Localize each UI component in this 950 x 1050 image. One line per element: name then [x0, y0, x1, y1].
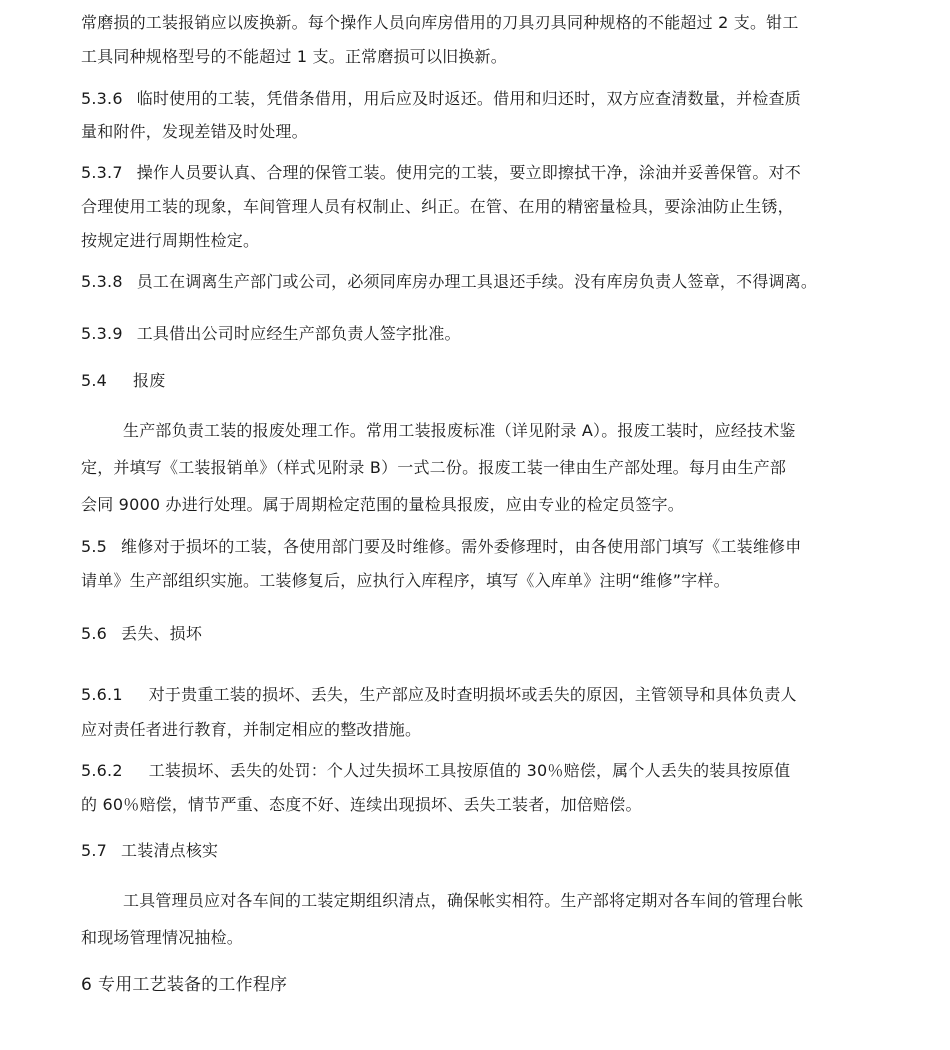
- section-title: 报废: [133, 371, 166, 390]
- clause-5-3-8: [81, 272, 861, 292]
- text-line: 会同 9000 办进行处理。属于周期检定范围的量检具报废，应由专业的检定员签字。: [81, 495, 684, 514]
- clause-5-6-2: [81, 761, 861, 781]
- text-line: 定，并填写《工装报销单》（样式见附录 B）一式二份。报废工装一律由生产部处理。每月由生产部: [81, 458, 787, 477]
- text-line: 维修对于损坏的工装，各使用部门要及时维修。需外委修理时，由各使用部门填写《工装维修申: [121, 537, 802, 556]
- clause-number: 5.3.9: [81, 324, 123, 343]
- section-heading-5-4: [81, 371, 861, 391]
- section-number: 5.4: [81, 371, 108, 390]
- clause-number: 5.3.7: [81, 163, 123, 182]
- text-line: 对于贵重工装的损坏、丢失，生产部应及时查明损坏或丢失的原因，主管领导和具体负责人: [148, 685, 797, 704]
- text-line: 生产部负责工装的报废处理工作。常用工装报废标准（详见附录 A）。报废工装时，应经技术鉴: [123, 421, 796, 440]
- section-heading-6: [81, 975, 861, 995]
- text-line: 工具管理员应对各车间的工装定期组织清点，确保帐实相符。生产部将定期对各车间的管理台帐: [123, 891, 804, 910]
- text-line: 工具借出公司时应经生产部负责人签字批准。: [136, 324, 461, 343]
- clause-number: 5.5: [81, 537, 108, 556]
- section-heading-5-7: [81, 841, 861, 861]
- section-number: 5.6: [81, 624, 108, 643]
- text-line: 的 60％赔偿，情节严重、态度不好、连续出现损坏、丢失工装者，加倍赔偿。: [81, 795, 642, 814]
- text-line: 操作人员要认真、合理的保管工装。使用完的工装，要立即擦拭干净，涂油并妥善保管。对不: [136, 163, 801, 182]
- clause-5-3-9: [81, 324, 861, 344]
- section-title: 工装清点核实: [121, 841, 219, 860]
- clause-5-3-7: [81, 163, 861, 183]
- text-line: 合理使用工装的现象，车间管理人员有权制止、纠正。在管、在用的精密量检具，要涂油防止生锈，: [81, 197, 794, 216]
- clause-number: 5.3.8: [81, 272, 123, 291]
- clause-5-3-6: [81, 89, 861, 109]
- text-line: 量和附件，发现差错及时处理。: [81, 122, 308, 141]
- clause-5-6-1: [81, 685, 861, 705]
- clause-5-5: [81, 537, 861, 557]
- text-line: 员工在调离生产部门或公司，必须同库房办理工具退还手续。没有库房负责人签章，不得调离。: [136, 272, 818, 291]
- text-line: 临时使用的工装，凭借条借用，用后应及时返还。借用和归还时，双方应查清数量，并检查质: [136, 89, 801, 108]
- section-title: 丢失、损坏: [121, 624, 203, 643]
- text-line: 按规定进行周期性检定。: [81, 231, 260, 250]
- text-line: 工装损坏、丢失的处罚：个人过失损坏工具按原值的 30％赔偿，属个人丢失的装具按原值: [148, 761, 791, 780]
- text-line: 应对责任者进行教育，并制定相应的整改措施。: [81, 720, 422, 739]
- clause-number: 5.6.2: [81, 761, 123, 780]
- text-line: 常磨损的工装报销应以废换新。每个操作人员向库房借用的刀具刃具同种规格的不能超过 2 支。钳工: [81, 13, 799, 32]
- clause-number: 5.3.6: [81, 89, 123, 108]
- text-line: 和现场管理情况抽检。: [81, 928, 244, 947]
- section-title: 专用工艺装备的工作程序: [98, 975, 288, 995]
- text-line: 工具同种规格型号的不能超过 1 支。正常磨损可以旧换新。: [81, 47, 507, 66]
- text-line: 请单》生产部组织实施。工装修复后，应执行入库程序，填写《入库单》注明“维修”字样。: [81, 571, 730, 590]
- clause-number: 5.6.1: [81, 685, 123, 704]
- section-number: 5.7: [81, 841, 108, 860]
- section-number: 6: [81, 975, 93, 995]
- section-heading-5-6: [81, 624, 861, 644]
